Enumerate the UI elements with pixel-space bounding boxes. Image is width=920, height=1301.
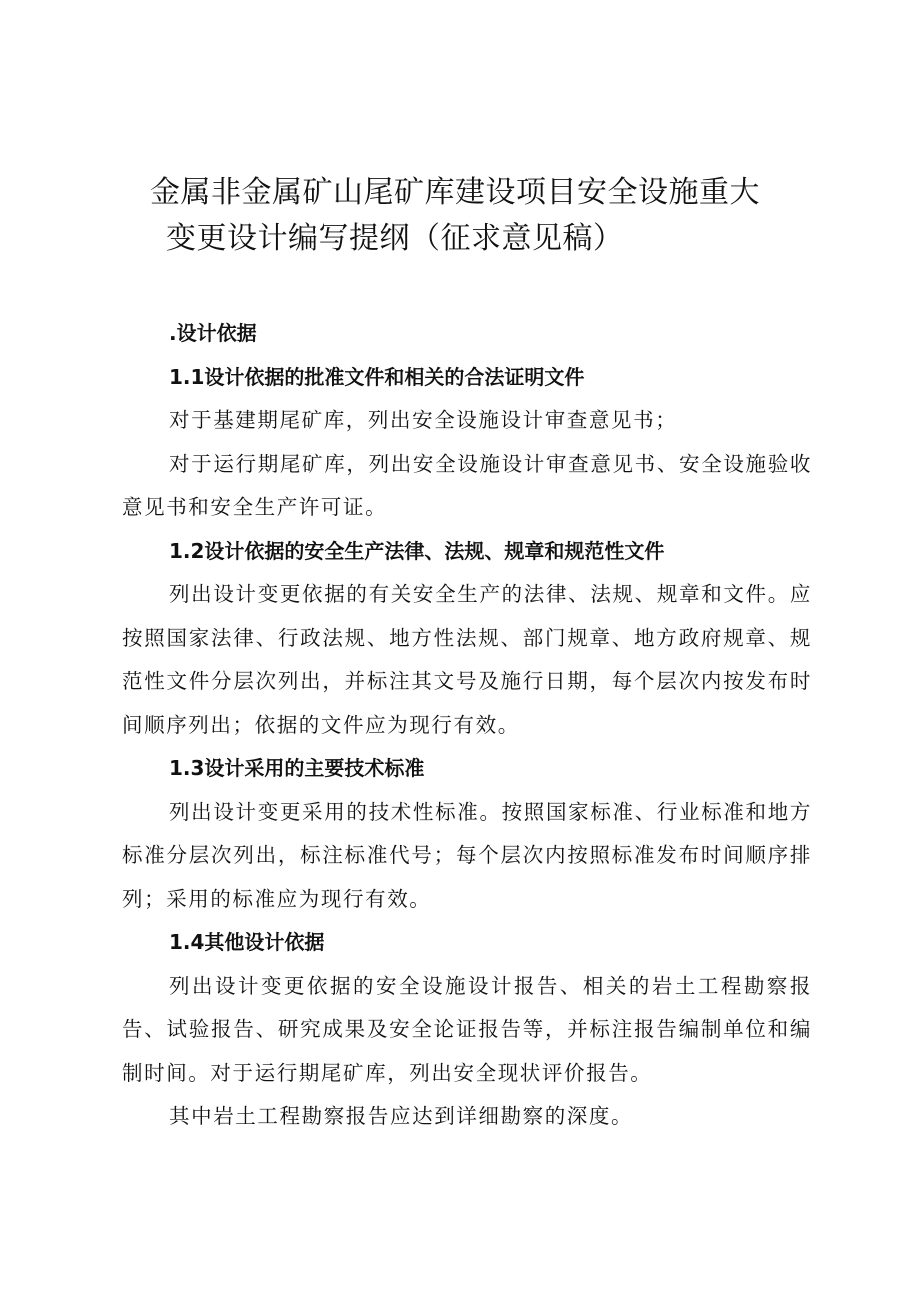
subsection-heading-1-1: 1.1设计依据的批准文件和相关的合法证明文件 [169,364,585,389]
subsection-heading-1-4: 1.4其他设计依据 [169,930,325,954]
subsection-heading-1-2: 1.2设计依据的安全生产法律、法规、规章和规范性文件 [169,538,665,563]
document-title [150,170,810,262]
section-heading-design-basis: .设计依据 [169,321,257,345]
paragraph-1-4-b: 其中岩土工程勘察报告应达到详细勘察的深度。 [169,1104,634,1128]
document-title-line1: 金属非金属矿山尾矿库建设项目安全设施重大 [150,175,760,210]
paragraph-1-1-b: 对于运行期尾矿库，列出安全设施设计审查意见书、安全设施验收意见书和安全生产许可证。 [122,451,812,519]
paragraph-1-4-a: 列出设计变更依据的安全设施设计报告、相关的岩土工程勘察报告、试验报告、研究成果及安全论证报告等，并标注报告编制单位和编制时间。对于运行期尾矿库，列出安全现状评价报告。 [122,973,812,1085]
subsection-heading-1-3: 1.3设计采用的主要技术标准 [169,756,425,780]
paragraph-1-3-a: 列出设计变更采用的技术性标准。按照国家标准、行业标准和地方标准分层次列出，标注标准代号；每个层次内按照标准发布时间顺序排列；采用的标准应为现行有效。 [122,799,812,911]
paragraph-1-1-a: 对于基建期尾矿库，列出安全设施设计审查意见书； [169,408,678,432]
document-title-line2: 变更设计编写提纲（征求意见稿） [166,221,624,256]
document-body [122,312,812,1139]
paragraph-1-2-a: 列出设计变更依据的有关安全生产的法律、法规、规章和文件。应按照国家法律、行政法规、地方性法规、部门规章、地方政府规章、规范性文件分层次列出，并标注其文号及施行日期，每个层次内按发布时间顺序列出；依据的文件应为现行有效。 [122,582,812,737]
